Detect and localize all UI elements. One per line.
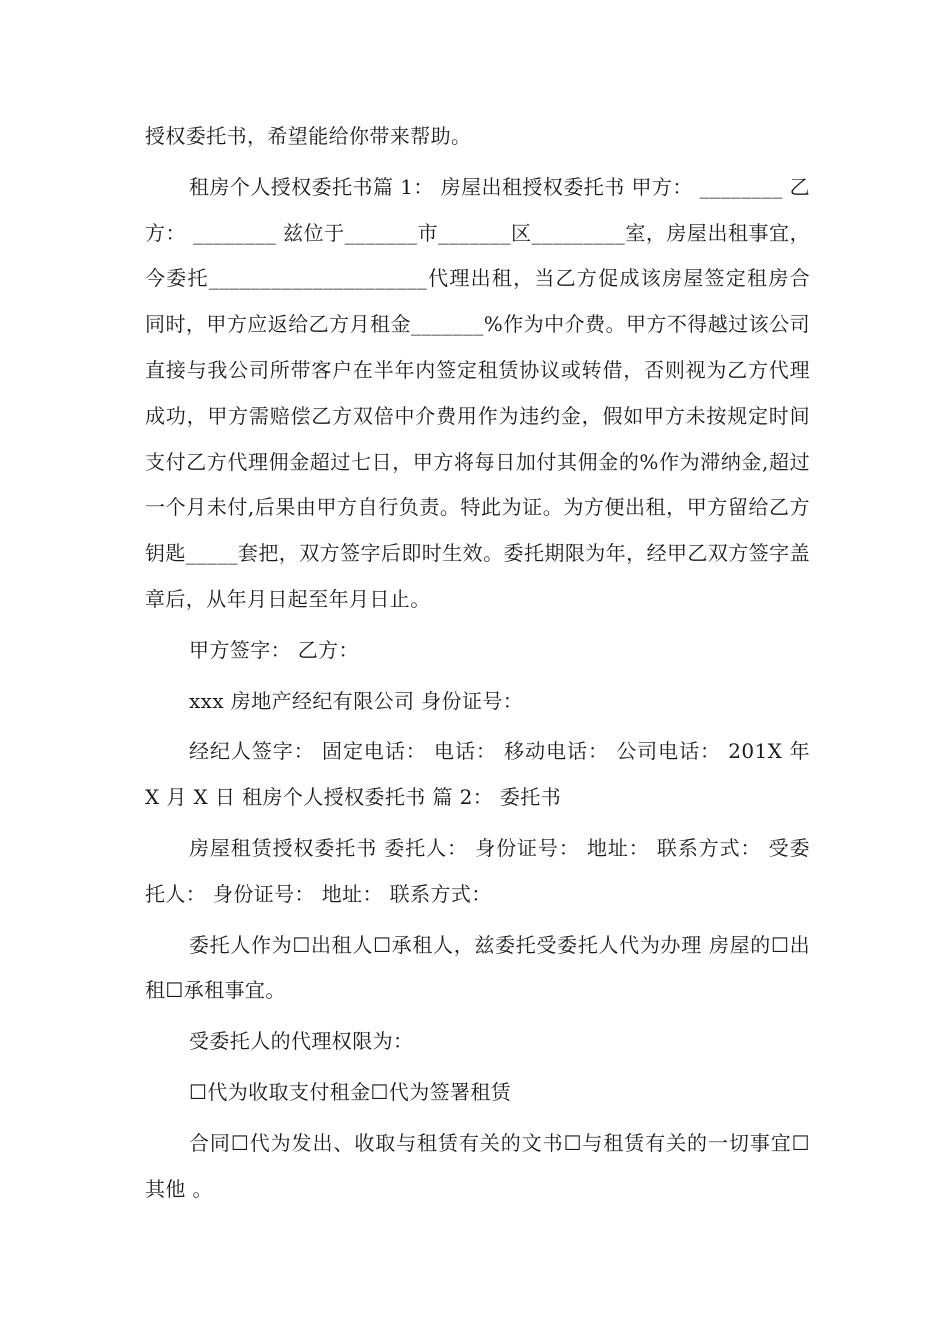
paragraph-authority-options-2: 合同☐代为发出、收取与租赁有关的文书☐与租赁有关的一切事宜☐其他 。 <box>145 1130 810 1201</box>
paragraph-template-1: 租房个人授权委托书篇 1： 房屋出租授权委托书 甲方： ________ 乙方： ________ 兹位于_______市_______区_________室，房屋出租事宜，今委托_____________________代理出租，当乙方促成该房屋签定租房合同时，甲方应返给乙方月租金_______%作为中介费。甲方不得越过该公司直接与我公司所带客户在半年内签定租赁协议或转借，否则视为乙方代理成功，甲方需赔偿乙方双倍中介费用作为违约金，假如甲方未按规定时间支付乙方代理佣金超过七日，甲方将每日加付其佣金的%作为滞纳金,超过一个月未付,后果由甲方自行负责。特此为证。为方便出租，甲方留给乙方钥匙_____套把，双方签字后即时生效。委托期限为年，经甲乙双方签字盖章后，从年月日起至年月日止。 <box>145 174 810 611</box>
paragraph-authority-options-1: ☐代为收取支付租金☐代为签署租赁 <box>189 1079 512 1104</box>
paragraph-template-2-parties: 房屋租赁授权委托书 委托人： 身份证号： 地址： 联系方式： 受委托人： 身份证号： 地址： 联系方式： <box>145 835 810 906</box>
paragraph-authority-heading: 受委托人的代理权限为： <box>189 1029 414 1054</box>
paragraph-entrustment: 委托人作为☐出租人☐承租人，兹委托受委托人代为办理 房屋的☐出租☐承租事宜。 <box>145 932 810 1003</box>
paragraph-signatures: 甲方签字： 乙方： <box>189 637 359 662</box>
document-body <box>145 114 817 1217</box>
paragraph-intro-tail: 授权委托书，希望能给你带来帮助。 <box>145 124 472 148</box>
paragraph-company: xxx 房地产经纪有限公司 身份证号： <box>189 688 524 713</box>
paragraph-contacts-date: 经纪人签字： 固定电话： 电话： 移动电话： 公司电话： 201X 年 X 月 X 日 租房个人授权委托书 篇 2： 委托书 <box>145 739 817 810</box>
